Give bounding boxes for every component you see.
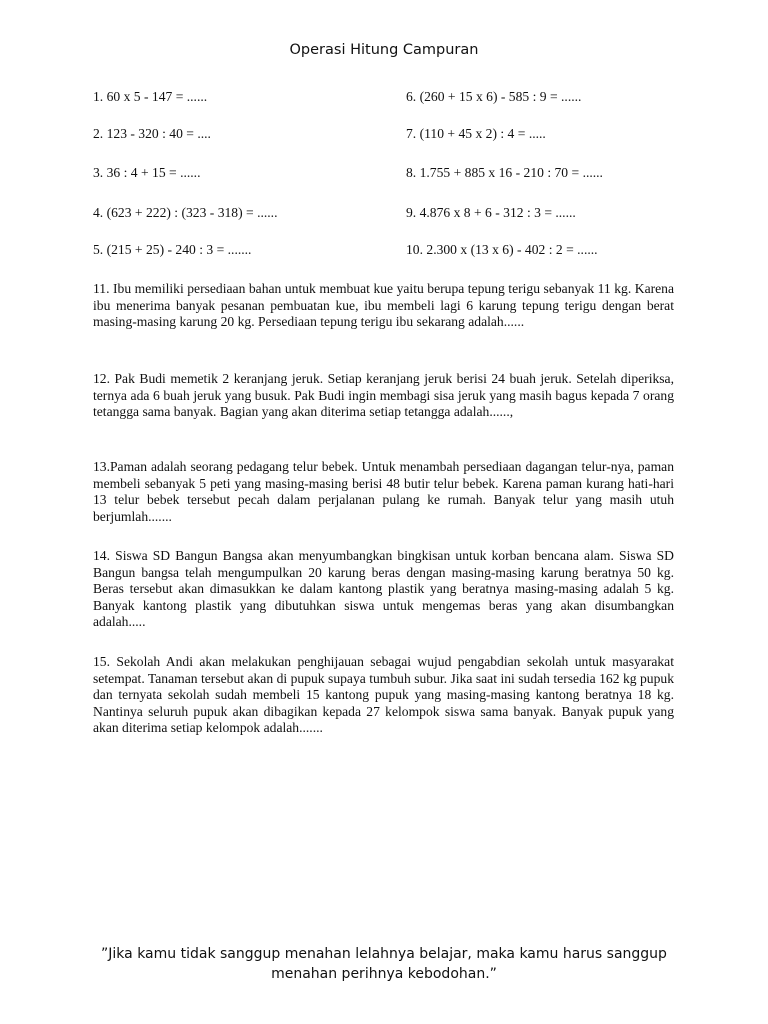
motivational-quote <box>60 944 708 984</box>
quote-line-1: ”Jika kamu tidak sanggup menahan lelahnya belajar, maka kamu harus sanggup <box>101 946 667 962</box>
question-1: 1. 60 x 5 - 147 = ...... <box>93 89 208 104</box>
question-2: 2. 123 - 320 : 40 = .... <box>93 126 211 141</box>
page-title: Operasi Hitung Campuran <box>289 42 479 58</box>
question-7: 7. (110 + 45 x 2) : 4 = ..... <box>406 126 546 141</box>
question-3: 3. 36 : 4 + 15 = ...... <box>93 165 201 180</box>
word-problem-12: 12. Pak Budi memetik 2 keranjang jeruk. Setiap keranjang jeruk berisi 24 buah jeruk. Setelah diperiksa, ternya ada 6 buah jeruk yang busuk. Pak Budi ingin membagi sisa jeruk yang masih bagus kepada 7 orang tetangga sama banyak. Bagian yang akan diterima setiap tetangga adalah......, <box>93 371 674 420</box>
question-10: 10. 2.300 x (13 x 6) - 402 : 2 = ...... <box>406 242 598 257</box>
question-6: 6. (260 + 15 x 6) - 585 : 9 = ...... <box>406 89 582 104</box>
word-problem-15: 15. Sekolah Andi akan melakukan penghijauan sebagai wujud pengabdian sekolah untuk masyarakat setempat. Tanaman tersebut akan di pupuk supaya tumbuh subur. Jika saat ini sudah tersedia 162 kg pupuk dan ternyata sekolah sudah membeli 15 kantong pupuk yang masing-masing kantong beratnya 18 kg. Nantinya seluruh pupuk akan dibagikan kepada 27 kelompok siswa sama banyak. Banyak pupuk yang akan diterima setiap kelompok adalah....... <box>93 654 674 736</box>
question-9: 9. 4.876 x 8 + 6 - 312 : 3 = ...... <box>406 205 576 220</box>
question-4: 4. (623 + 222) : (323 - 318) = ...... <box>93 205 278 220</box>
question-5: 5. (215 + 25) - 240 : 3 = ....... <box>93 242 252 257</box>
word-problem-14: 14. Siswa SD Bangun Bangsa akan menyumbangkan bingkisan untuk korban bencana alam. Siswa SD Bangun bangsa telah mengumpulkan 20 karung beras dengan masing-masing karung beratnya 50 kg. Beras tersebut akan dimasukkan ke dalam kantong plastik yang beratnya masing-masing adalah 5 kg. Banyak kantong plastik yang dibutuhkan siswa untuk mengemas beras yang akan disumbangkan adalah..... <box>93 548 674 630</box>
word-problem-13: 13.Paman adalah seorang pedagang telur bebek. Untuk menambah persediaan dagangan telur-nya, paman membeli sebanyak 5 peti yang masing-masing berisi 48 butir telur bebek. Karena paman kurang hati-hari 13 telur bebek tersebut pecah dalam perjalanan pulang ke rumah. Banyak telur yang masih utuh berjumlah....... <box>93 459 674 524</box>
word-problem-11: 11. Ibu memiliki persediaan bahan untuk membuat kue yaitu berupa tepung terigu sebanyak 11 kg. Karena ibu menerima banyak pesanan pembuatan kue, ibu membeli lagi 6 karung tepung terigu dengan berat masing-masing karung 20 kg. Persediaan tepung terigu ibu sekarang adalah...... <box>93 281 674 330</box>
question-8: 8. 1.755 + 885 x 16 - 210 : 70 = ...... <box>406 165 603 180</box>
quote-line-2: menahan perihnya kebodohan.” <box>271 966 497 982</box>
